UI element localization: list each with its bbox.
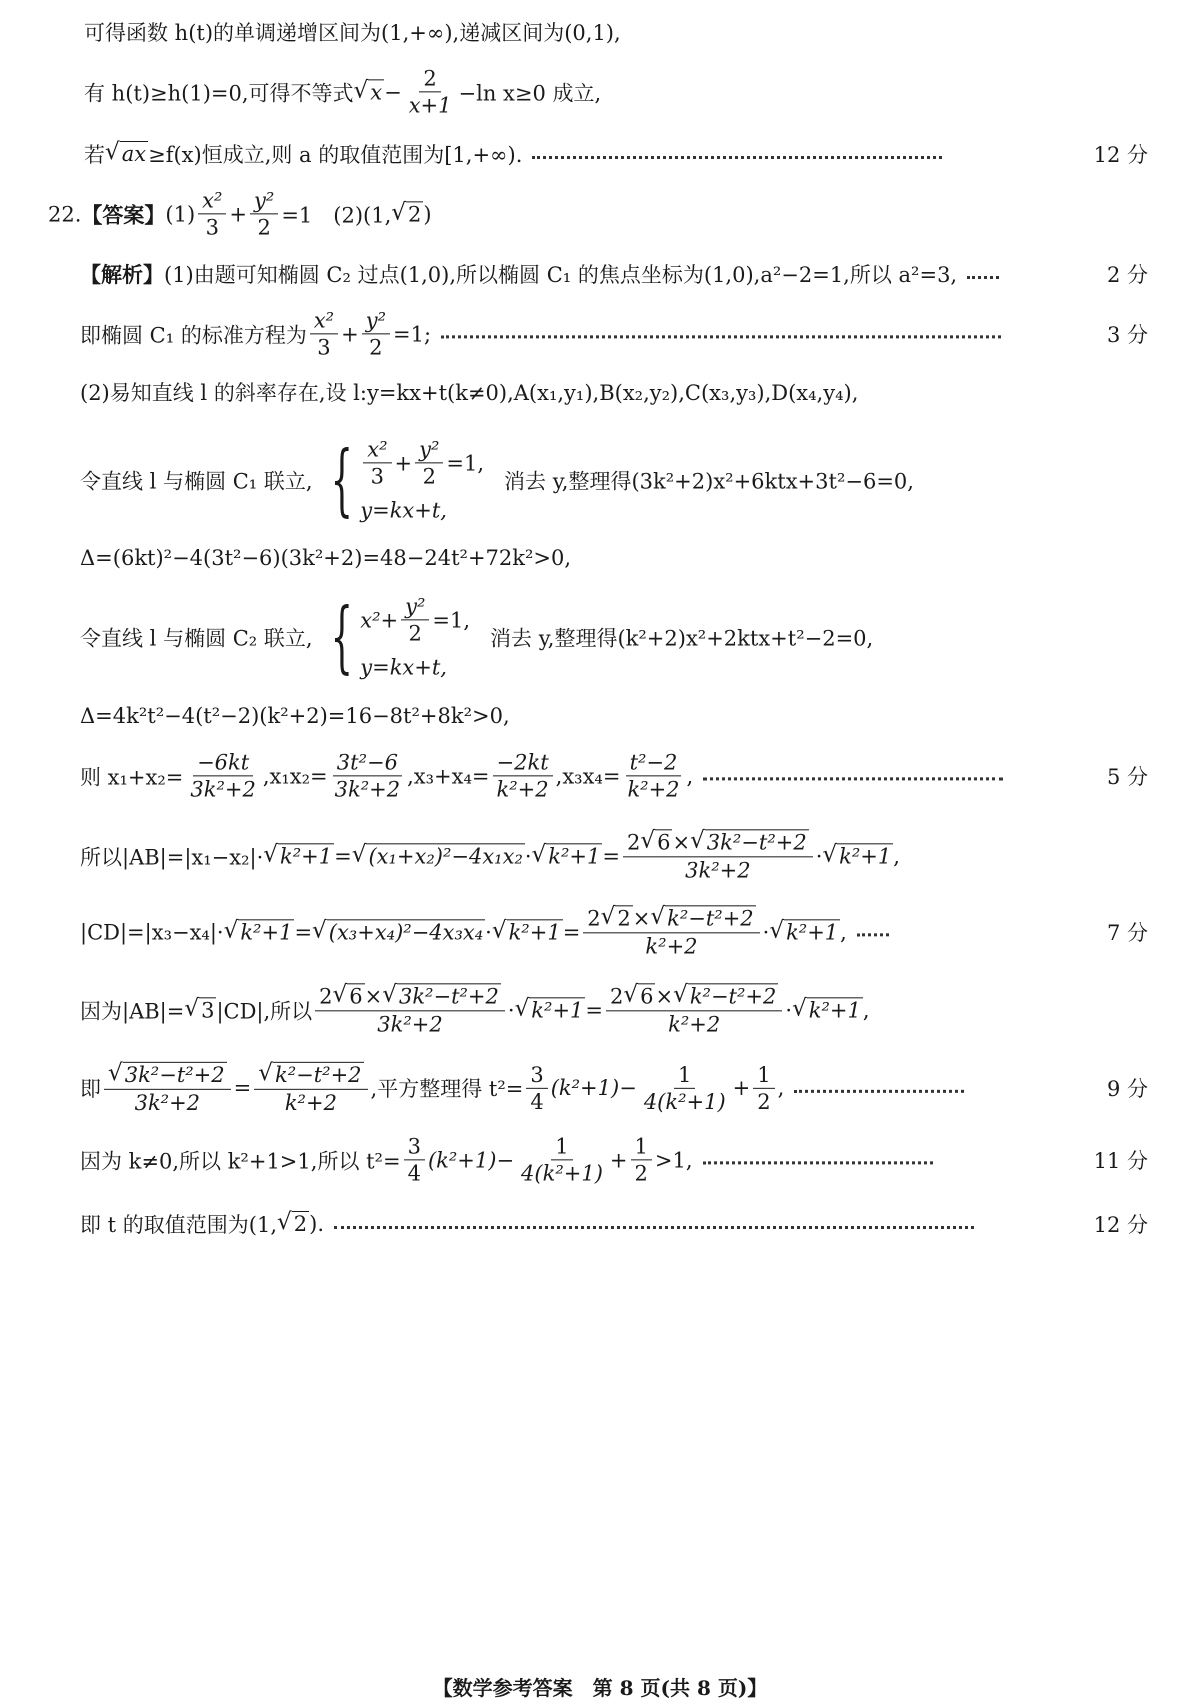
text: (k²+1)−: [550, 1075, 637, 1100]
fraction: $\frac{\text{y²}}{2}$: [401, 594, 429, 645]
equation: y=kx+t,: [360, 655, 447, 680]
line-ab: [0, 824, 1200, 888]
score: 2 分: [1106, 263, 1148, 287]
text: |CD|=|x₃−x₄|·: [80, 919, 224, 944]
line-squared: [0, 1056, 1200, 1120]
text: 若: [84, 143, 105, 167]
fraction: $\frac{1}{\text{4(k²+1)}}$: [521, 1134, 603, 1186]
text: ): [423, 202, 432, 226]
text: 消去 y,整理得(3k²+2)x²+6ktx+3t²−6=0,: [504, 469, 914, 493]
equals: =: [294, 919, 313, 944]
sqrt: √ (x₃+x₄)²−4x₃x₄: [312, 916, 484, 944]
fraction: $\frac{-6kt}{\text{3k²+2}}$: [190, 750, 256, 802]
text: 则 x₁+x₂=: [80, 765, 184, 789]
fraction: √ 3k²−t²+2 3k²+2: [104, 1061, 231, 1115]
answer-label: 【答案】: [81, 202, 166, 227]
score: 3 分: [1106, 323, 1148, 347]
text: Δ=4k²t²−4(t²−2)(k²+2)=16−8t²+8k²>0,: [80, 704, 510, 728]
sqrt: √ (x₁+x₂)²−4x₁x₂: [351, 840, 523, 868]
sqrt-x: √ x: [353, 76, 383, 104]
text: 有 h(t)≥h(1)=0,可得不等式: [84, 81, 354, 105]
brace-icon: {: [330, 592, 353, 682]
leader-dots: [703, 772, 1003, 781]
text: ,: [893, 843, 900, 868]
score: 5 分: [1106, 765, 1148, 789]
sqrt: √ k²+1: [822, 840, 892, 868]
sqrt: √ k²+1: [491, 916, 561, 944]
plus: +: [732, 1075, 751, 1100]
leader-dots: [794, 1083, 964, 1092]
dot: ·: [485, 919, 492, 944]
text: ,x₁x₂=: [262, 764, 328, 788]
fraction: $\frac{1}{2}$: [631, 1134, 652, 1185]
text: =1 (2)(1,: [281, 203, 392, 227]
equals: =: [233, 1075, 252, 1100]
leader-dots: [441, 330, 1001, 339]
sqrt: √ k²+1: [263, 840, 333, 868]
fraction: x² 3: [198, 188, 226, 239]
equals: =: [585, 997, 604, 1022]
text: 即椭圆 C₁ 的标准方程为: [80, 323, 307, 347]
text: (1): [165, 202, 196, 226]
text: 令直线 l 与椭圆 C₁ 联立,: [80, 469, 313, 493]
fraction: 2 √ 6 × √ 3k²−t²+2 3k²+2: [623, 829, 813, 882]
text: 所以|AB|=|x₁−x₂|·: [80, 844, 264, 869]
text: ,: [777, 1075, 785, 1100]
text: Δ=(6kt)²−4(3t²−6)(3k²+2)=48−24t²+72k²>0,: [80, 546, 572, 570]
equals: =: [562, 919, 581, 944]
fraction: $\frac{\text{3t²−6}}{\text{3k²+2}}$: [334, 750, 401, 802]
plus: +: [341, 322, 359, 346]
text: 因为 k≠0,所以 k²+1>1,所以 t²=: [80, 1149, 401, 1173]
system-c1: [0, 420, 1200, 540]
leader-dots: [703, 1156, 933, 1165]
dot: ·: [507, 997, 515, 1022]
sqrt: √ k²+1: [769, 916, 839, 944]
fraction: 2 √ 6 × √ k²−t²+2 k²+2: [606, 983, 782, 1036]
text: 可得函数 h(t)的单调递增区间为(1,+∞),递减区间为(0,1),: [84, 21, 621, 45]
line-cd: [0, 900, 1200, 964]
fraction: $\frac{\text{y²}}{2}$: [250, 188, 278, 239]
fraction: $\frac{3}{4}$: [526, 1062, 547, 1113]
text: x²+: [360, 608, 399, 632]
score: 11 分: [1093, 1149, 1148, 1173]
equals: =: [334, 843, 352, 868]
sqrt: √ k²+1: [514, 994, 584, 1022]
dot: ·: [785, 997, 793, 1022]
score: 9 分: [1106, 1077, 1148, 1101]
page-footer: 【数学参考答案 第 8 页(共 8 页)】: [432, 1676, 768, 1700]
minus: −: [384, 80, 402, 104]
fraction: √ k²−t²+2 k²+2: [254, 1061, 367, 1115]
question-number: 22.: [48, 202, 82, 226]
text: 即: [80, 1076, 101, 1101]
analysis-label: 【解析】: [80, 262, 164, 287]
text: (1)由题可知椭圆 C₂ 过点(1,0),所以椭圆 C₁ 的焦点坐标为(1,0),a²−2=1,所以 a²=3,: [164, 263, 958, 287]
sqrt-2: √ 2: [391, 198, 422, 226]
text: ,: [862, 997, 870, 1022]
line-standard-equation: [0, 302, 1200, 366]
equation: y=kx+t,: [360, 498, 447, 523]
fraction: $\frac{\text{t²−2}}{\text{k²+2}}$: [627, 750, 680, 802]
equals: =: [602, 843, 620, 868]
line-3: [0, 122, 1200, 186]
text: ,平方整理得 t²=: [370, 1076, 524, 1101]
line-setup: [0, 360, 1200, 424]
plus: +: [609, 1148, 628, 1172]
score: 12 分: [1093, 143, 1148, 167]
text: (k²+1)−: [427, 1148, 515, 1172]
dot: ·: [762, 919, 770, 944]
text: ,x₃x₄=: [555, 764, 621, 788]
sqrt: √ 3: [184, 994, 215, 1022]
text: 因为|AB|=: [80, 998, 185, 1023]
leader-dots: [334, 1220, 974, 1229]
sqrt-2: √ 2: [277, 1208, 308, 1236]
sqrt-ax: √ ax: [105, 138, 147, 166]
text: ,x₃+x₄=: [407, 764, 490, 788]
text: (2)易知直线 l 的斜率存在,设 l:y=kx+t(k≠0),A(x₁,y₁),B(x₂,y₂),C(x₃,y₃),D(x₄,y₄),: [80, 381, 859, 405]
equation-system: [317, 592, 471, 682]
text: ).: [309, 1212, 324, 1236]
line-q22-answer: [0, 182, 1200, 246]
text: 令直线 l 与椭圆 C₂ 联立,: [80, 626, 313, 650]
text: −ln x≥0 成立,: [458, 81, 602, 105]
text: >1,: [654, 1148, 693, 1172]
text: 消去 y,整理得(k²+2)x²+2ktx+t²−2=0,: [490, 626, 874, 650]
fraction: $\frac{1}{\text{4(k²+1)}}$: [643, 1062, 726, 1114]
fraction: x² 3: [310, 308, 338, 359]
dot: ·: [524, 843, 532, 868]
sqrt: √ k²+1: [223, 916, 293, 944]
text: =1,: [446, 451, 485, 475]
line-ratio: [0, 978, 1200, 1042]
text: =1,: [432, 608, 471, 632]
sqrt: √ k²+1: [531, 840, 601, 868]
line-vieta: [0, 744, 1200, 808]
brace-icon: {: [330, 435, 353, 525]
leader-dots: [532, 150, 942, 159]
text: =1;: [393, 322, 432, 346]
sqrt: √ k²+1: [792, 994, 861, 1022]
fraction: $\frac{\text{y²}}{2}$: [415, 437, 443, 488]
fraction: $\frac{-2kt}{\text{k²+2}}$: [493, 750, 553, 801]
line-delta-2: [0, 684, 1200, 748]
line-final: [0, 1192, 1200, 1256]
score: 12 分: [1093, 1213, 1148, 1237]
leader-dots: [857, 927, 889, 936]
equation-system: [317, 435, 485, 525]
plus: +: [229, 202, 248, 226]
dot: ·: [815, 843, 823, 868]
text: 即 t 的取值范围为(1,: [80, 1213, 278, 1237]
fraction: $\frac{\text{y²}}{2}$: [362, 308, 390, 359]
line-analysis: [0, 242, 1200, 306]
system-c2: [0, 578, 1200, 696]
line-since: [0, 1128, 1200, 1192]
fraction: $\frac{3}{4}$: [404, 1134, 425, 1185]
line-2: [0, 60, 1200, 124]
fraction: $\frac{1}{2}$: [753, 1062, 774, 1113]
plus: +: [394, 451, 413, 475]
leader-dots: [967, 270, 999, 279]
fraction: x² 3: [363, 437, 391, 488]
fraction: 2 √ 2 × √ k²−t²+2 k²+2: [583, 905, 759, 958]
line-1: [0, 0, 1200, 64]
text: ≥f(x)恒成立,则 a 的取值范围为[1,+∞).: [148, 143, 523, 167]
fraction: $\frac{2}{x+1}$: [408, 66, 452, 118]
text: ,: [840, 919, 847, 944]
text: ,: [686, 764, 694, 788]
text: |CD|,所以: [216, 998, 313, 1023]
fraction: 2 √ 6 × √ 3k²−t²+2 3k²+2: [315, 983, 505, 1036]
score: 7 分: [1106, 921, 1148, 945]
